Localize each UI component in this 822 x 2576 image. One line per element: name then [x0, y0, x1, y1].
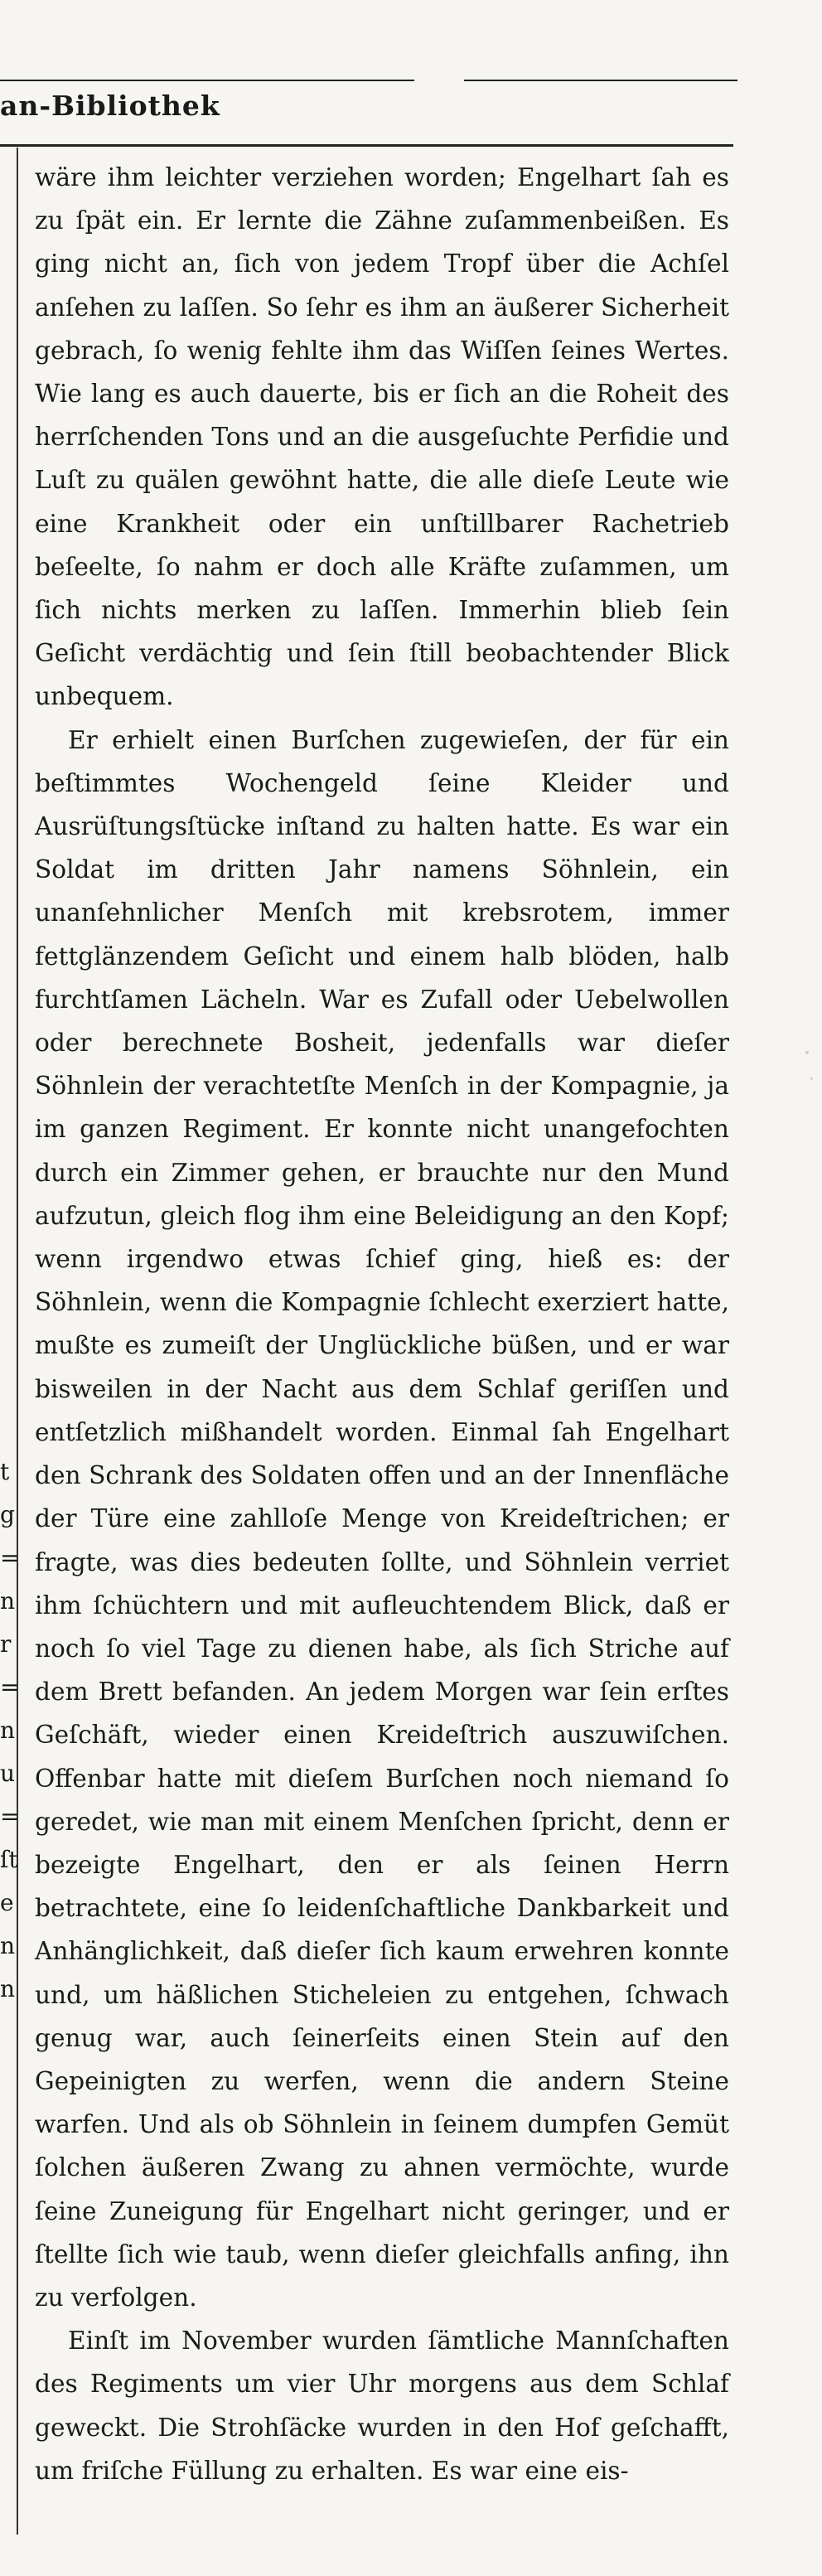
paragraph: Er erhielt einen Burſchen zugewieſen, der für ein beſtimmtes Wochengeld ſeine Kleider und Ausrüſtungsſtücke inſtand zu halten hatte. Es war ein Soldat im dritten Jahr namens Söhnlein, ein unanſehnlicher Menſch mit krebsrotem, immer fettglänzendem Geſicht und einem halb blöden, halb furchtſamen Lächeln. War es Zufall oder Uebelwollen oder berechnete Bosheit, jedenfalls war dieſer Söhnlein der verachtetſte Menſch in der Kompagnie, ja im ganzen Regiment. Er konnte nicht unangefochten durch ein Zimmer gehen, er brauchte nur den Mund aufzutun, gleich flog ihm eine Beleidigung an den Kopf; wenn irgendwo etwas ſchief ging, hieß es: der Söhnlein, wenn die Kompagnie ſchlecht exerziert hatte, mußte es zumeiſt der Unglückliche büßen, und er war bisweilen in der Nacht aus dem Schlaf geriſſen und entſetzlich mißhandelt worden. Einmal ſah Engelhart den Schrank des Soldaten offen und an der Innenfläche der Türe eine zahlloſe Menge von Kreideſtrichen; er fragte, was dies bedeuten ſollte, und Söhnlein verriet ihm ſchüchtern und mit aufleuchtendem Blick, daß er noch ſo viel Tage zu dienen habe, als ſich Striche auf dem Brett befanden. An jedem Morgen war ſein erſtes Geſchäft, wieder einen Kreideſtrich auszuwiſchen. Offenbar hatte mit dieſem Burſchen noch niemand ſo geredet, wie man mit einem Menſchen ſpricht, denn er bezeigte Engelhart, den er als ſeinen Herrn betrachtete, eine ſo leidenſchaftliche Dankbarkeit und Anhänglichkeit, daß dieſer ſich kaum erwehren konnte und, um häßlichen Sticheleien zu entgehen, ſchwach genug war, auch ſeinerſeits einen Stein auf den Gepeinigten zu werfen, wenn die andern Steine warfen. Und als ob Söhnlein in ſeinem dumpfen Gemüt ſolchen äußeren Zwang zu ahnen vermöchte, wurde ſeine Zuneigung für Engelhart nicht geringer, und er ſtellte ſich wie taub, wenn dieſer gleichfalls anfing, ihn zu verfolgen. [35, 725, 729, 2312]
fragment: ſt [0, 1846, 18, 1873]
previous-column-fragments [0, 1450, 20, 2011]
fragment: n [0, 1932, 16, 1959]
scan-speck [810, 1077, 813, 1080]
fragment: = [0, 1673, 20, 1701]
column-divider [17, 148, 18, 2535]
fragment: e [0, 1889, 14, 1916]
header-rule [0, 144, 733, 147]
top-rule-right [464, 80, 737, 81]
fragment: = [0, 1544, 20, 1571]
fragment: = [0, 1803, 20, 1830]
fragment: n [0, 1717, 16, 1744]
fragment: n [0, 1975, 16, 2002]
text-column [35, 156, 729, 2492]
paragraph: wäre ihm leichter verziehen worden; Engelhart ſah es zu ſpät ein. Er lernte die Zähne zuſammenbeißen. Es ging nicht an, ſich von jedem Tropf über die Achſel anſehen zu laſſen. So ſehr es ihm an äußerer Sicherheit gebrach, ſo wenig fehlte ihm das Wiſſen ſeines Wertes. Wie lang es auch dauerte, bis er ſich an die Roheit des herrſchenden Tons und an die ausgeſuchte Perfidie und Luſt zu quälen gewöhnt hatte, die alle dieſe Leute wie eine Krankheit oder ein unſtillbarer Rachetrieb beſeelte, ſo nahm er doch alle Kräfte zuſammen, um ſich nichts merken zu laſſen. Immerhin blieb ſein Geſicht verdächtig und ſein ſtill beobachtender Blick unbequem. [35, 163, 729, 711]
fragment: r [0, 1630, 12, 1658]
fragment: g [0, 1501, 15, 1528]
paragraph: Einſt im November wurden ſämtliche Mannſchaften des Regiments um vier Uhr morgens aus dem Schlaf geweckt. Die Strohſäcke wurden in den Hof geſchafft, um friſche Füllung zu erhalten. Es war eine eis- [35, 2327, 729, 2485]
fragment: n [0, 1587, 16, 1615]
top-rule-left [0, 80, 414, 81]
fragment: u [0, 1760, 16, 1787]
fragment: t [0, 1458, 10, 1485]
scan-speck [805, 1051, 809, 1054]
running-head: an-Bibliothek [0, 90, 220, 122]
